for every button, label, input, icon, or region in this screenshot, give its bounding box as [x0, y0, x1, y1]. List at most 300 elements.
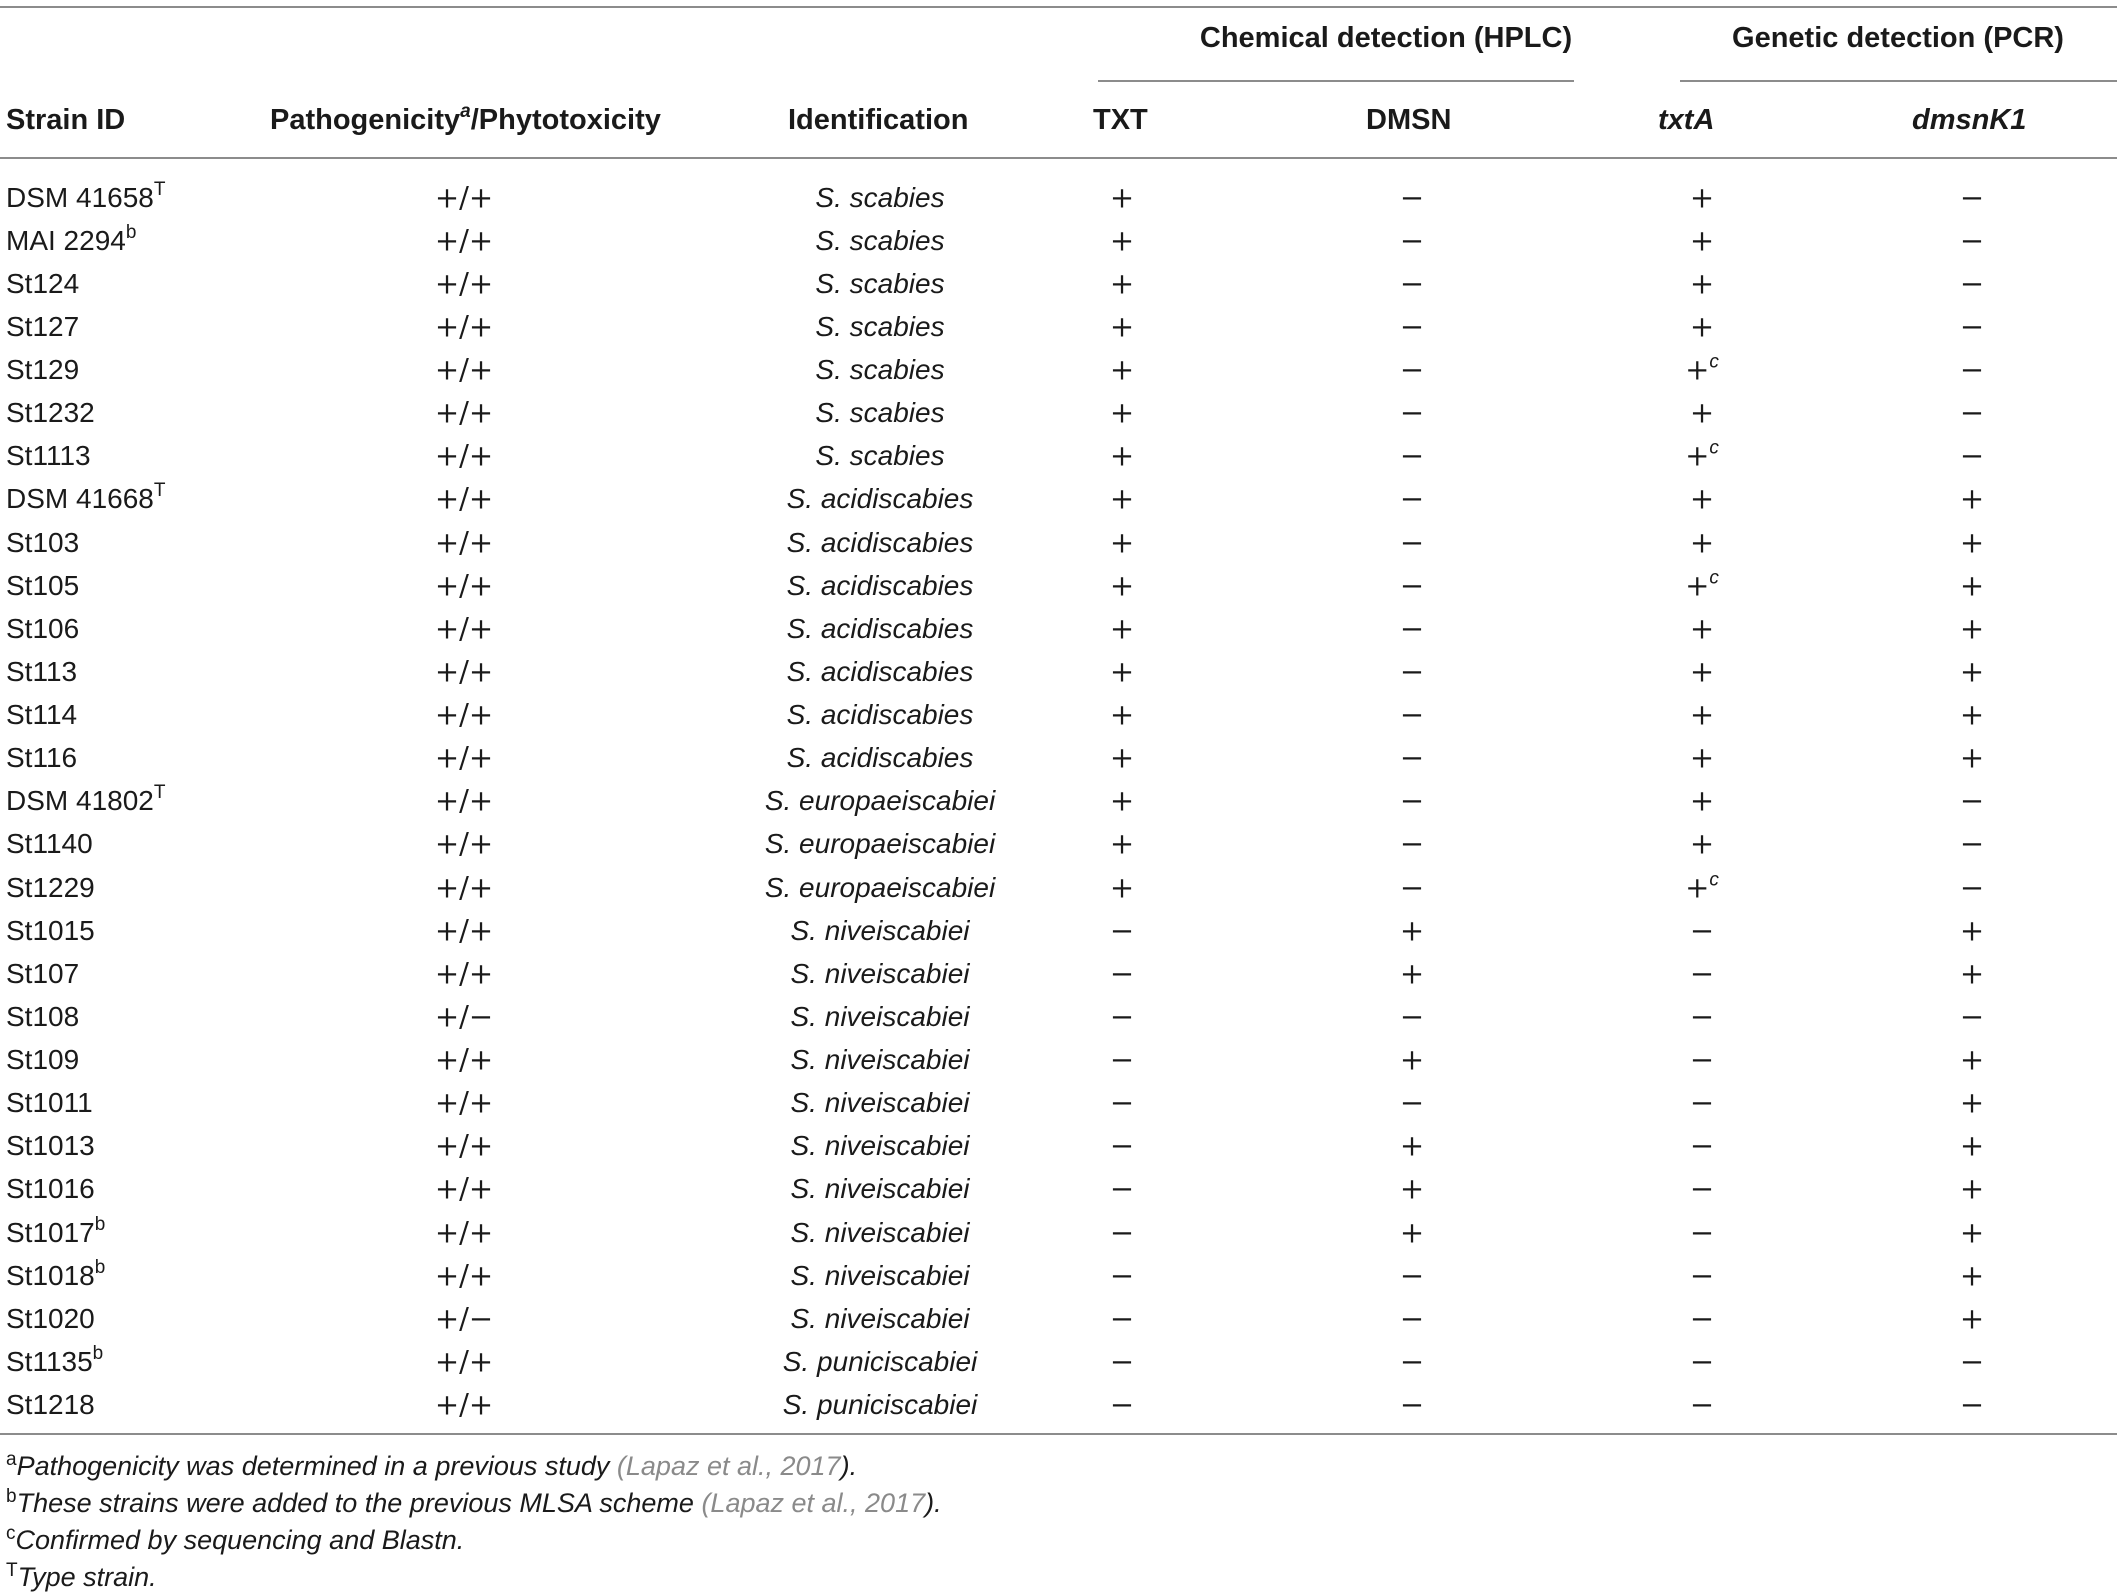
cell-dmsnk1-value: + [1959, 654, 1985, 689]
cell-dmsn [1399, 826, 1425, 861]
cell-dmsnk1-value: + [1959, 697, 1985, 732]
cell-strain-name: DSM 41658 [6, 181, 154, 213]
table-row-cell [0, 349, 2117, 392]
cell-path-value: +/+ [434, 395, 494, 430]
table-row-cell [0, 1125, 2117, 1168]
cell-ident [783, 1391, 978, 1419]
cell-txta-value: − [1689, 913, 1715, 948]
cell-dmsn [1399, 223, 1425, 258]
cell-dmsnk1-value: + [1959, 740, 1985, 775]
footnote-tail: ). [925, 1488, 942, 1518]
cell-txta [1689, 525, 1715, 560]
cell-dmsnk1-value: + [1959, 611, 1985, 646]
cell-path-value: +/+ [434, 223, 494, 258]
cell-strain-name: St1135 [6, 1345, 93, 1377]
cell-strain-id [6, 655, 78, 687]
cell-dmsn-value: − [1399, 1258, 1425, 1293]
cell-dmsn-value: − [1399, 1085, 1425, 1120]
cell-dmsn-value: + [1399, 1171, 1425, 1206]
cell-path [434, 1215, 494, 1250]
cell-dmsnk1-value: + [1959, 525, 1985, 560]
cell-path-value: +/+ [434, 568, 494, 603]
cell-txt [1109, 180, 1135, 215]
cell-dmsn-value: − [1399, 438, 1425, 473]
cell-txta [1689, 611, 1715, 646]
cell-txta [1689, 180, 1715, 215]
group-rule-chemical [1098, 80, 1574, 82]
cell-txta-value: + [1685, 352, 1710, 387]
cell-txt-value: − [1109, 1301, 1135, 1336]
cell-txta-value: + [1685, 870, 1710, 905]
cell-dmsnk1-value: − [1959, 783, 1985, 818]
cell-dmsn-value: − [1399, 395, 1425, 430]
table-row [0, 737, 2117, 780]
cell-dmsn [1399, 611, 1425, 646]
cell-path [434, 1042, 494, 1077]
cell-dmsn [1399, 870, 1425, 905]
cell-dmsn-value: − [1399, 1301, 1425, 1336]
cell-strain-name: MAI 2294 [6, 224, 126, 256]
cell-path [434, 481, 494, 516]
table-row-cell [0, 1168, 2117, 1211]
cell-strain-id [6, 782, 166, 817]
cell-txt [1109, 525, 1135, 560]
cell-dmsn [1399, 956, 1425, 991]
cell-dmsn [1399, 1344, 1425, 1379]
cell-ident-value: S. acidiscabies [786, 655, 974, 687]
cell-txt-value: + [1109, 395, 1135, 430]
cell-txta-value: + [1689, 697, 1715, 732]
cell-ident [790, 914, 970, 946]
cell-txta [1689, 1215, 1715, 1250]
cell-path [434, 1128, 494, 1163]
footnote-mark: c [6, 1523, 16, 1544]
cell-strain-id [6, 871, 95, 903]
cell-dmsn [1399, 1171, 1425, 1206]
cell-txt [1109, 913, 1135, 948]
cell-strain-id [6, 1132, 95, 1160]
cell-txta [1685, 351, 1719, 387]
cell-dmsnk1-value: + [1959, 1171, 1985, 1206]
cell-txta [1689, 1171, 1715, 1206]
cell-ident-value: S. niveiscabiei [790, 1044, 970, 1076]
cell-ident [791, 1175, 970, 1203]
cell-path [434, 180, 494, 215]
cell-txta [1689, 826, 1715, 861]
cell-dmsn [1399, 352, 1425, 387]
cell-dmsn [1399, 481, 1425, 516]
footnote-line [6, 1485, 942, 1522]
header-bottom-rule [0, 157, 2117, 159]
cell-ident [790, 1216, 970, 1248]
table-row-cell [0, 219, 2117, 262]
table-row-cell [0, 1297, 2117, 1340]
cell-ident-value: S. niveiscabiei [790, 957, 970, 989]
cell-dmsnk1 [1959, 352, 1985, 387]
cell-strain-superscript: T [153, 782, 166, 804]
cell-ident [787, 701, 974, 729]
cell-path [434, 826, 494, 861]
table-row [0, 995, 2117, 1038]
cell-strain-name: St109 [6, 1044, 80, 1076]
cell-dmsnk1 [1959, 223, 1985, 258]
data-table-body [0, 176, 2117, 1427]
cell-txt [1109, 1128, 1135, 1163]
cell-txta [1689, 740, 1715, 775]
cell-txta-superscript: c [1709, 869, 1719, 891]
footnote-line [6, 1522, 942, 1559]
cell-ident [782, 1345, 978, 1377]
cell-strain-name: St113 [6, 655, 78, 687]
cell-ident-value: S. niveiscabiei [790, 1087, 970, 1119]
cell-txta-value: − [1689, 1215, 1715, 1250]
cell-txta-value: + [1689, 309, 1715, 344]
cell-path [434, 266, 494, 301]
cell-strain-id [6, 526, 80, 558]
cell-txta-value: + [1689, 180, 1715, 215]
cell-ident [787, 485, 974, 513]
cell-txta-value: − [1689, 1301, 1715, 1336]
cell-strain-superscript: T [153, 178, 166, 200]
cell-dmsnk1-value: − [1959, 180, 1985, 215]
footnote-line [6, 1448, 942, 1485]
cell-txta-value: − [1689, 1042, 1715, 1077]
cell-txta [1689, 266, 1715, 301]
cell-path [434, 783, 494, 818]
cell-dmsnk1 [1959, 654, 1985, 689]
cell-txta [1689, 1387, 1715, 1422]
table-row-cell [0, 1082, 2117, 1125]
cell-ident [815, 399, 944, 427]
cell-strain-name: St1013 [6, 1130, 95, 1162]
cell-strain-superscript: b [92, 1342, 104, 1364]
cell-ident [787, 744, 974, 772]
cell-txt-value: − [1109, 1387, 1135, 1422]
cell-ident [790, 1000, 970, 1032]
table-row [0, 607, 2117, 650]
cell-strain-id [6, 1046, 79, 1074]
cell-ident-value: S. acidiscabies [786, 483, 974, 515]
cell-txt [1109, 1215, 1135, 1250]
cell-path [434, 999, 494, 1034]
table-row [0, 478, 2117, 521]
cell-dmsn-value: + [1399, 956, 1425, 991]
cell-strain-id [6, 1089, 93, 1117]
cell-ident-value: S. scabies [815, 310, 945, 342]
cell-dmsnk1-value: − [1959, 999, 1985, 1034]
cell-path [434, 568, 494, 603]
cell-dmsn-value: − [1399, 783, 1425, 818]
cell-txt-value: + [1109, 826, 1135, 861]
cell-txta-value: − [1689, 1128, 1715, 1163]
col-header-txta: txtA [1658, 104, 1715, 136]
table-row [0, 435, 2117, 478]
cell-dmsn [1399, 1258, 1425, 1293]
cell-txt [1109, 956, 1135, 991]
cell-ident [815, 442, 944, 470]
footnote-text: Confirmed by sequencing and Blastn. [15, 1525, 465, 1555]
cell-ident-value: S. puniciscabiei [782, 1345, 978, 1377]
cell-txt-value: − [1109, 1085, 1135, 1120]
table-row [0, 392, 2117, 435]
cell-txt-value: − [1109, 956, 1135, 991]
cell-dmsn [1399, 180, 1425, 215]
cell-txt [1109, 740, 1135, 775]
table-row-cell [0, 1039, 2117, 1082]
cell-strain-name: St106 [6, 612, 80, 644]
cell-txta-value: + [1689, 783, 1715, 818]
cell-dmsn [1399, 309, 1425, 344]
cell-path-value: +/+ [434, 826, 494, 861]
table-row-cell [0, 737, 2117, 780]
cell-txt-value: − [1109, 1042, 1135, 1077]
cell-txta [1689, 223, 1715, 258]
table-row [0, 1211, 2117, 1254]
cell-strain-id [6, 178, 166, 213]
cell-dmsn [1399, 1301, 1425, 1336]
table-row-cell [0, 995, 2117, 1038]
cell-strain-name: St114 [6, 699, 78, 731]
cell-dmsn-value: − [1399, 525, 1425, 560]
cell-dmsnk1-value: − [1959, 1387, 1985, 1422]
cell-txt [1109, 1344, 1135, 1379]
cell-dmsnk1-value: − [1959, 223, 1985, 258]
cell-strain-name: St1016 [6, 1173, 95, 1205]
cell-path-value: +/+ [434, 913, 494, 948]
cell-strain-id [6, 1391, 95, 1419]
cell-txt [1109, 697, 1135, 732]
cell-ident-value: S. scabies [815, 267, 945, 299]
table-row [0, 1340, 2117, 1383]
cell-dmsnk1 [1959, 611, 1985, 646]
cell-ident-value: S. europaeiscabiei [764, 785, 996, 817]
footnote-ref-a: a [460, 101, 471, 122]
cell-strain-name: St1229 [6, 871, 95, 903]
cell-txt-value: + [1109, 740, 1135, 775]
cell-path [434, 1387, 494, 1422]
col-header-strain: Strain ID [6, 104, 126, 136]
table-top-rule [0, 6, 2117, 8]
cell-strain-id [6, 612, 80, 644]
cell-path-value: +/+ [434, 1128, 494, 1163]
cell-strain-id [6, 221, 137, 256]
cell-txt [1109, 1387, 1135, 1422]
cell-path [434, 438, 494, 473]
footnote-citation-link[interactable]: (Lapaz et al., 2017 [701, 1488, 926, 1518]
table-row [0, 219, 2117, 262]
cell-ident [764, 871, 996, 903]
cell-path [434, 1085, 494, 1120]
cell-ident [791, 1132, 970, 1160]
cell-dmsnk1 [1959, 697, 1985, 732]
cell-strain-name: St1113 [6, 440, 91, 472]
table-row [0, 1039, 2117, 1082]
cell-txt-value: + [1109, 180, 1135, 215]
cell-strain-id [6, 701, 77, 729]
cell-dmsnk1-value: + [1959, 481, 1985, 516]
cell-txta [1685, 567, 1719, 603]
cell-dmsnk1 [1959, 1171, 1985, 1206]
cell-dmsnk1-value: − [1959, 266, 1985, 301]
cell-ident-value: S. europaeiscabiei [764, 828, 996, 860]
cell-ident [786, 612, 974, 644]
cell-path [434, 1344, 494, 1379]
cell-dmsn-value: − [1399, 1387, 1425, 1422]
cell-path-value: +/+ [434, 1387, 494, 1422]
cell-txta [1689, 654, 1715, 689]
cell-path-value: +/+ [434, 438, 494, 473]
footnote-text: These strains were added to the previous MLSA scheme [16, 1488, 702, 1518]
cell-strain-name: St1015 [6, 914, 95, 946]
cell-strain-name: St129 [6, 354, 80, 386]
cell-txta [1689, 395, 1715, 430]
cell-txta-value: + [1689, 481, 1715, 516]
cell-path [434, 697, 494, 732]
cell-txt-value: − [1109, 1215, 1135, 1250]
cell-txt-value: − [1109, 1128, 1135, 1163]
cell-ident [786, 526, 974, 558]
cell-ident-value: S. niveiscabiei [790, 1302, 970, 1334]
cell-strain-name: DSM 41802 [6, 785, 154, 817]
table-row [0, 909, 2117, 952]
cell-txta [1689, 1344, 1715, 1379]
group-header-genetic: Genetic detection (PCR) [1732, 22, 2064, 54]
cell-dmsnk1-value: + [1959, 1085, 1985, 1120]
table-row [0, 262, 2117, 305]
cell-txt-value: + [1109, 438, 1135, 473]
cell-ident [765, 787, 995, 815]
cell-txt [1109, 783, 1135, 818]
cell-path-value: +/+ [434, 1171, 494, 1206]
cell-strain-id [6, 1000, 80, 1032]
cell-path [434, 956, 494, 991]
cell-txta [1689, 1128, 1715, 1163]
cell-dmsnk1 [1959, 870, 1985, 905]
cell-path [434, 525, 494, 560]
cell-strain-id [6, 957, 80, 989]
cell-txta-value: + [1689, 740, 1715, 775]
table-row [0, 1297, 2117, 1340]
cell-strain-name: St124 [6, 267, 80, 299]
table-row-cell [0, 1211, 2117, 1254]
cell-txta [1689, 999, 1715, 1034]
table-row [0, 305, 2117, 348]
cell-path [434, 740, 494, 775]
cell-dmsnk1 [1959, 438, 1985, 473]
table-row-cell [0, 176, 2117, 219]
cell-dmsnk1 [1959, 913, 1985, 948]
col-header-dmsn: DMSN [1366, 104, 1452, 136]
cell-dmsn [1399, 1215, 1425, 1250]
cell-txta-value: − [1689, 1085, 1715, 1120]
cell-dmsnk1-value: − [1959, 395, 1985, 430]
cell-txta-value: + [1685, 438, 1710, 473]
cell-strain-name: St1017 [6, 1216, 95, 1248]
table-row-cell [0, 262, 2117, 305]
cell-dmsn-value: + [1399, 1128, 1425, 1163]
cell-dmsn-value: − [1399, 352, 1425, 387]
cell-txta-value: + [1689, 266, 1715, 301]
cell-path-value: +/+ [434, 611, 494, 646]
cell-dmsnk1 [1959, 309, 1985, 344]
col-header-pathogenicity [270, 101, 661, 137]
cell-txta [1685, 869, 1719, 905]
cell-ident [790, 1259, 970, 1291]
cell-txta-superscript: c [1709, 351, 1719, 373]
cell-txt [1109, 438, 1135, 473]
cell-path-value: +/+ [434, 654, 494, 689]
cell-dmsn-value: − [1399, 1344, 1425, 1379]
cell-path [434, 309, 494, 344]
cell-txta-superscript: c [1709, 567, 1719, 589]
footnote-citation-link[interactable]: (Lapaz et al., 2017 [616, 1451, 841, 1481]
cell-dmsnk1-value: + [1959, 1215, 1985, 1250]
footnotes [6, 1448, 942, 1596]
cell-dmsnk1 [1959, 481, 1985, 516]
cell-txt-value: + [1109, 352, 1135, 387]
cell-dmsn-value: − [1399, 266, 1425, 301]
cell-strain-id [6, 1213, 106, 1248]
cell-txt-value: + [1109, 870, 1135, 905]
cell-txta-value: − [1689, 1171, 1715, 1206]
cell-txt [1109, 309, 1135, 344]
cell-ident-value: S. scabies [815, 354, 945, 386]
cell-dmsn [1399, 266, 1425, 301]
cell-dmsnk1 [1959, 395, 1985, 430]
cell-strain-name: St108 [6, 1000, 80, 1032]
cell-ident [791, 1089, 970, 1117]
table-row [0, 1082, 2117, 1125]
table-row-cell [0, 909, 2117, 952]
table-row [0, 1384, 2117, 1427]
cell-strain-id [6, 267, 80, 299]
cell-path-value: +/+ [434, 1085, 494, 1120]
table-row [0, 564, 2117, 607]
cell-dmsn-value: − [1399, 568, 1425, 603]
cell-ident-value: S. niveiscabiei [790, 1000, 970, 1032]
table-row-cell [0, 478, 2117, 521]
table-row-cell [0, 305, 2117, 348]
cell-strain-id [6, 569, 80, 601]
cell-dmsn-value: − [1399, 223, 1425, 258]
cell-dmsnk1 [1959, 1215, 1985, 1250]
col-header-phytotoxicity-label: /Phytotoxicity [470, 104, 661, 136]
cell-path [434, 913, 494, 948]
cell-path-value: +/+ [434, 697, 494, 732]
cell-dmsnk1 [1959, 266, 1985, 301]
cell-txta-value: + [1689, 611, 1715, 646]
cell-txta [1689, 309, 1715, 344]
cell-strain-id [6, 914, 95, 946]
cell-dmsn-value: − [1399, 309, 1425, 344]
cell-dmsn [1399, 913, 1425, 948]
cell-txt-value: − [1109, 913, 1135, 948]
cell-strain-name: St1218 [6, 1389, 95, 1421]
cell-txta [1689, 1258, 1715, 1293]
cell-strain-id [6, 399, 95, 427]
cell-ident [765, 830, 995, 858]
cell-dmsnk1-value: + [1959, 1301, 1985, 1336]
table-row [0, 823, 2117, 866]
cell-txt [1109, 352, 1135, 387]
group-header-chemical: Chemical detection (HPLC) [1199, 22, 1573, 54]
cell-txt-value: + [1109, 783, 1135, 818]
cell-txt [1109, 1258, 1135, 1293]
cell-path-value: +/+ [434, 1042, 494, 1077]
cell-ident-value: S. acidiscabies [786, 742, 974, 774]
cell-dmsnk1-value: − [1959, 352, 1985, 387]
cell-txta-value: + [1685, 568, 1710, 603]
